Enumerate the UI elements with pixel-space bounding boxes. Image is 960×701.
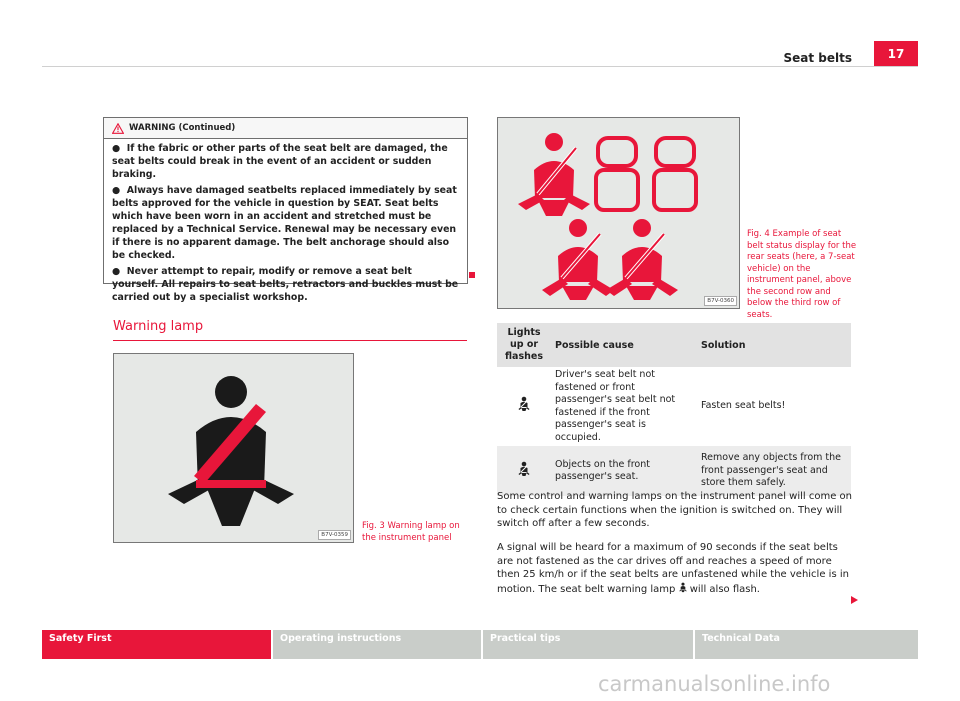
- table-row: [497, 446, 851, 496]
- warning-body: [112, 142, 461, 307]
- col-header-cause: Possible cause: [551, 323, 697, 367]
- warning-triangle-icon: [112, 123, 124, 134]
- figure-3-caption: Fig. 3 Warning lamp on the instrument panel: [362, 521, 460, 543]
- seatbelt-warning-icon: [679, 582, 687, 593]
- lamp-cell: [497, 367, 551, 446]
- warning-header: [104, 118, 467, 139]
- watermark: carmanualsonline.info: [598, 672, 831, 696]
- figure-4: [497, 117, 740, 309]
- warning-box: [103, 117, 468, 303]
- section-end-marker: [469, 272, 475, 278]
- footer-tab-safety-first[interactable]: Safety First: [42, 630, 271, 659]
- cause-cell: Driver's seat belt not fastened or front passenger's seat belt not fastened if the front passenger's seat is occupied.: [551, 367, 697, 446]
- section-title: Warning lamp: [113, 319, 204, 334]
- header-rule: [42, 66, 918, 67]
- solution-cell: Fasten seat belts!: [697, 367, 851, 446]
- chapter-title: Seat belts: [783, 51, 852, 65]
- seatbelt-warning-icon: [518, 461, 530, 477]
- col-header-solution: Solution: [697, 323, 851, 367]
- body-paragraph: [497, 541, 855, 596]
- table-row: [497, 367, 851, 446]
- lamp-cell: [497, 446, 551, 496]
- body-paragraph: Some control and warning lamps on the instrument panel will come on to check certain functions when the ignition is switched on. They will switch off after a few seconds.: [497, 491, 852, 529]
- seat-status-display-icon: [498, 118, 739, 308]
- seatbelt-figure-icon: [114, 354, 353, 542]
- col-header-lights: Lights up or flashes: [497, 323, 551, 367]
- warning-bullet: ● If the fabric or other parts of the seat belt are damaged, the seat belts could break in the event of an accident or sudden braking.: [112, 143, 448, 180]
- footer-tab-technical-data[interactable]: Technical Data: [695, 630, 918, 659]
- footer-tab-operating-instructions[interactable]: Operating instructions: [273, 630, 481, 659]
- warning-bullet-text: Never attempt to repair, modify or remove a seat belt yourself. All repairs to seat belts, retractors and buckles must be carried out by a specialist workshop.: [112, 266, 459, 303]
- warning-bullet-text: If the fabric or other parts of the seat belt are damaged, the seat belts could break in the event of an accident or sudden braking.: [112, 143, 448, 180]
- table-header-row: [497, 323, 851, 367]
- seatbelt-warning-icon: [518, 396, 530, 412]
- warning-bullet-text: Always have damaged seatbelts replaced immediately by seat belts approved for the vehicle in question by SEAT. Seat belts which have been worn in an accident and stretched must be replaced by a Technical Service. Renewal may be necessary even if there is no apparent damage. The belt anchorage should also be checked.: [112, 185, 457, 261]
- cause-cell: Objects on the front passenger's seat.: [551, 446, 697, 496]
- figure-4-caption: Fig. 4 Example of seat belt status display for the rear seats (here, a 7-seat vehicle) on the instrument panel, above the second row and below the third row of seats.: [747, 229, 857, 320]
- section-rule: [113, 340, 467, 341]
- figure-code: B7V-0359: [318, 530, 351, 540]
- page-number: 17: [874, 41, 918, 66]
- next-page-arrow-icon: [850, 595, 859, 605]
- warning-bullet: ● Never attempt to repair, modify or remove a seat belt yourself. All repairs to seat belts, retractors and buckles must be carried out by a specialist workshop.: [112, 266, 459, 303]
- warning-bullet: ● Always have damaged seatbelts replaced immediately by seat belts approved for the vehicle in question by SEAT. Seat belts which have been worn in an accident and stretched must be replaced by a Technical Service. Renewal may be necessary even if there is no apparent damage. The belt anchorage should also be checked.: [112, 185, 457, 261]
- figure-3: [113, 353, 354, 543]
- footer-tab-practical-tips[interactable]: Practical tips: [483, 630, 693, 659]
- paragraph-text: A signal will be heard for a maximum of 90 seconds if the seat belts are not fastened as the car drives off and reaches a speed of more then 25 km/h or if the seat belts are unfastened while the vehicle is in motion. The seat belt warning lamp: [497, 542, 849, 595]
- warning-lamp-table: [497, 323, 851, 496]
- figure-code: B7V-0360: [704, 296, 737, 306]
- warning-heading: WARNING (Continued): [129, 123, 236, 133]
- paragraph-text: will also flash.: [689, 583, 760, 595]
- solution-cell: Remove any objects from the front passenger's seat and store them safely.: [697, 446, 851, 496]
